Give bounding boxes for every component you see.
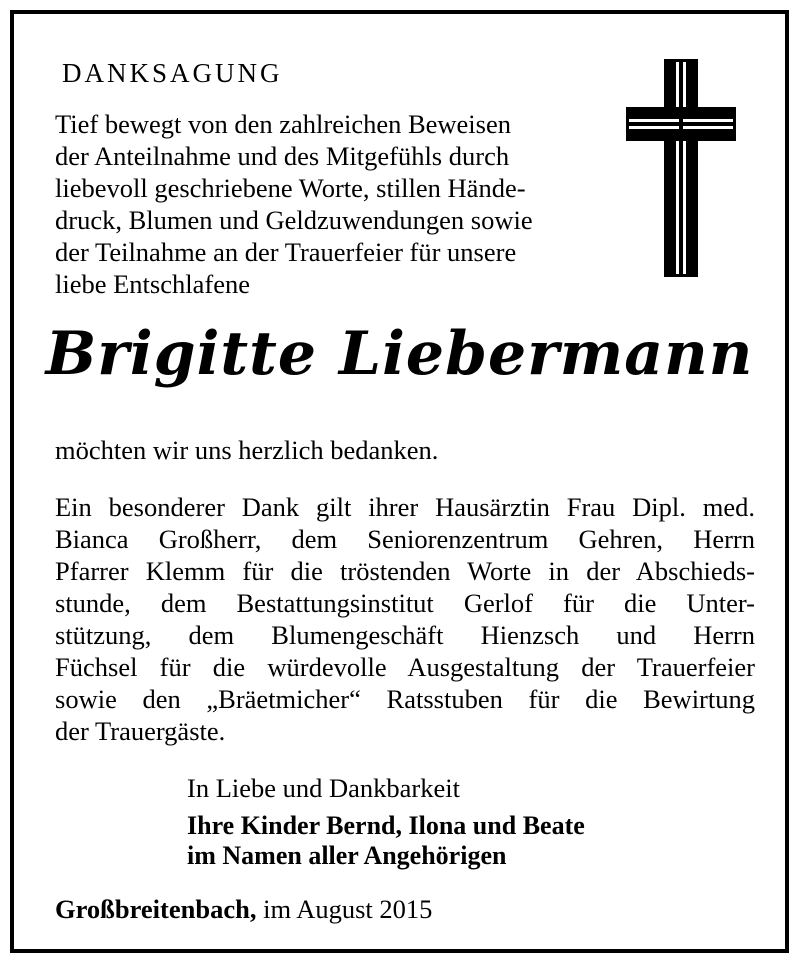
body-line: der Trauergäste. [55, 716, 226, 746]
notice-heading: DANKSAGUNG [62, 58, 283, 88]
intro-line: der Teilnahme an der Trauerfeier für unsere [55, 237, 517, 267]
signers [187, 811, 585, 871]
body-line: stützung, dem Blumengeschäft Hienzsch und Herrn [55, 620, 755, 650]
body-line: Pfarrer Klemm für die tröstenden Worte in der Abschieds- [55, 556, 755, 586]
intro-line: druck, Blumen und Geldzuwendungen sowie [55, 205, 533, 235]
intro-line: liebevoll geschriebene Worte, stillen Hände- [55, 173, 526, 203]
body-line: sowie den „Bräetmicher“ Ratsstuben für die Bewirtung [55, 684, 755, 714]
body-line: Bianca Großherr, dem Seniorenzentrum Gehren, Herrn [55, 524, 755, 554]
closing-line: In Liebe und Dankbarkeit [187, 773, 460, 803]
body-line: Füchsel für die würdevolle Ausgestaltung der Trauerfeier [55, 652, 755, 682]
body-line: stunde, dem Bestattungsinstitut Gerlof für die Unter- [55, 588, 755, 618]
body-text [55, 491, 755, 747]
place-date [55, 893, 432, 925]
signer-line: Ihre Kinder Bernd, Ilona und Beate [187, 811, 585, 840]
intro-line: liebe Entschlafene [55, 269, 250, 299]
date-text: im August 2015 [263, 894, 433, 924]
intro-line: der Anteilnahme und des Mitgefühls durch [55, 141, 510, 171]
thanks-line: möchten wir uns herzlich bedanken. [55, 435, 439, 465]
body-line: Ein besonderer Dank gilt ihrer Hausärztin Frau Dipl. med. [55, 492, 755, 522]
deceased-name: Brigitte Liebermann [45, 319, 754, 389]
signer-line: im Namen aller Angehörigen [187, 841, 507, 870]
intro-text [55, 108, 615, 300]
place-name: Großbreitenbach, [55, 894, 257, 924]
notice-frame [10, 10, 789, 953]
intro-line: Tief bewegt von den zahlreichen Beweisen [55, 109, 511, 139]
cross-icon [626, 59, 736, 279]
